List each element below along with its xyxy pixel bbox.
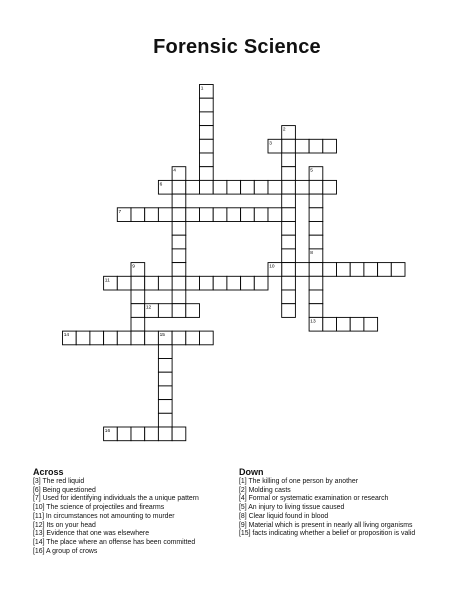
clue-down-8: [8] Clear liquid found in blood [239, 512, 329, 520]
grid-cell[interactable] [309, 263, 323, 277]
clue-across-14: [14] The place where an offense has been committed [33, 538, 196, 546]
grid-cell[interactable] [323, 317, 337, 331]
grid-cell[interactable] [131, 304, 145, 318]
grid-cell[interactable] [131, 290, 145, 304]
grid-cell[interactable] [131, 276, 145, 290]
grid-cell[interactable] [172, 235, 186, 249]
grid-cell[interactable] [378, 263, 392, 277]
puzzle-title: Forensic Science [153, 36, 321, 58]
grid-cell[interactable] [117, 427, 131, 441]
clue-down-9: [9] Material which is present in nearly all living organisms [239, 521, 413, 529]
grid-cell[interactable] [131, 427, 145, 441]
grid-cell[interactable] [200, 98, 214, 112]
grid-cell[interactable] [241, 208, 255, 222]
grid-cell[interactable] [131, 331, 145, 345]
grid-cell[interactable] [158, 400, 172, 414]
clue-down-5: [5] An injury to living tissue caused [239, 504, 345, 512]
grid-cell[interactable] [282, 139, 296, 153]
grid-cell[interactable] [172, 276, 186, 290]
grid-cell[interactable] [186, 208, 200, 222]
grid-cell[interactable] [158, 427, 172, 441]
clue-across-12: [12] Its on your head [33, 521, 96, 529]
grid-cell[interactable] [227, 276, 241, 290]
grid-cell[interactable] [172, 263, 186, 277]
grid-cell[interactable] [172, 222, 186, 236]
grid-cell[interactable] [131, 317, 145, 331]
clue-across-16: [16] A group of crows [33, 547, 98, 555]
clue-number: 3 [269, 141, 272, 147]
grid-cell[interactable] [337, 317, 351, 331]
grid-cell[interactable] [241, 276, 255, 290]
clue-across-7: [7] Used for identifying individuals the a unique pattern [33, 495, 199, 503]
grid-cell[interactable] [268, 208, 282, 222]
grid-cell[interactable] [295, 139, 309, 153]
grid-cell[interactable] [172, 427, 186, 441]
clue-number: 4 [173, 168, 176, 174]
clue-number: 14 [63, 333, 70, 339]
grid-cell[interactable] [200, 153, 214, 167]
grid-cell[interactable] [200, 208, 214, 222]
clue-down-1: [1] The killing of one person by another [239, 478, 359, 485]
grid-cell[interactable] [282, 208, 296, 222]
grid-cell[interactable] [172, 331, 186, 345]
grid-cell[interactable] [282, 249, 296, 263]
grid-cell[interactable] [200, 276, 214, 290]
grid-cell[interactable] [172, 180, 186, 194]
grid-cell[interactable] [282, 167, 296, 181]
grid-cell[interactable] [117, 276, 131, 290]
grid-cell[interactable] [282, 194, 296, 208]
clue-across-13: [13] Evidence that one was elsewhere [33, 530, 150, 538]
grid-cell[interactable] [282, 276, 296, 290]
clue-across-11: [11] In circumstances not amounting to murder [33, 512, 175, 520]
grid-cell[interactable] [309, 290, 323, 304]
clue-number: 8 [310, 250, 313, 256]
grid-cell[interactable] [227, 208, 241, 222]
grid-cell[interactable] [158, 372, 172, 386]
grid-cell[interactable] [145, 208, 159, 222]
clue-number: 7 [118, 209, 122, 215]
grid-cell[interactable] [282, 263, 296, 277]
down-clues [239, 467, 449, 539]
grid-cell[interactable] [309, 208, 323, 222]
grid-cell[interactable] [309, 194, 323, 208]
grid-cell[interactable] [186, 276, 200, 290]
clue-number: 6 [159, 182, 163, 188]
grid-cell[interactable] [254, 208, 268, 222]
clue-across-6: [6] Being questioned [33, 486, 96, 494]
grid-cell[interactable] [172, 249, 186, 263]
grid-cell[interactable] [282, 153, 296, 167]
grid-cell[interactable] [391, 263, 405, 277]
grid-cell[interactable] [131, 208, 145, 222]
grid-cell[interactable] [200, 112, 214, 126]
grid-cell[interactable] [337, 263, 351, 277]
grid-cell[interactable] [254, 276, 268, 290]
clue-down-2: [2] Molding casts [239, 486, 291, 494]
clue-across-3: [3] The red liquid [33, 478, 85, 485]
clue-number: 12 [145, 305, 152, 311]
grid-cell[interactable] [145, 427, 159, 441]
grid-cell[interactable] [227, 180, 241, 194]
grid-cell[interactable] [145, 331, 159, 345]
clue-number: 11 [104, 278, 110, 284]
grid-cell[interactable] [323, 263, 337, 277]
grid-cell[interactable] [282, 180, 296, 194]
grid-cell[interactable] [200, 180, 214, 194]
grid-cell[interactable] [186, 304, 200, 318]
grid-cell[interactable] [158, 345, 172, 359]
grid-cell[interactable] [350, 263, 364, 277]
clue-down-4: [4] Formal or systematic examination or research [239, 495, 389, 503]
grid-cell[interactable] [364, 263, 378, 277]
across-heading: Across [33, 467, 64, 477]
grid-cell[interactable] [364, 317, 378, 331]
grid-cell[interactable] [309, 235, 323, 249]
grid-cell[interactable] [254, 180, 268, 194]
grid-cell[interactable] [172, 304, 186, 318]
grid-cell[interactable] [172, 290, 186, 304]
clue-number: 15 [159, 333, 165, 339]
clue-number: 2 [282, 127, 286, 133]
grid-cell[interactable] [158, 386, 172, 400]
grid-cell[interactable] [158, 413, 172, 427]
grid-cell[interactable] [213, 180, 227, 194]
clue-number: 13 [310, 319, 316, 325]
grid-cell[interactable] [200, 167, 214, 181]
clue-down-15: [15] facts indicating whether a belief or proposition is valid [239, 530, 416, 538]
clue-number: 1 [200, 86, 204, 92]
grid-cell[interactable] [323, 139, 337, 153]
grid-cell[interactable] [295, 263, 309, 277]
grid-cell[interactable] [350, 317, 364, 331]
grid-cell[interactable] [158, 276, 172, 290]
grid-cell[interactable] [76, 331, 90, 345]
grid-cell[interactable] [282, 304, 296, 318]
grid-cell[interactable] [309, 139, 323, 153]
grid-cell[interactable] [172, 208, 186, 222]
grid-cell[interactable] [200, 126, 214, 140]
grid-cell[interactable] [323, 180, 337, 194]
grid-cell[interactable] [282, 290, 296, 304]
clue-number: 5 [310, 168, 313, 174]
grid-cell[interactable] [145, 276, 159, 290]
grid-cell[interactable] [295, 180, 309, 194]
grid-cell[interactable] [104, 331, 118, 345]
clue-across-10: [10] The science of projectiles and firearms [33, 504, 165, 512]
grid-cell[interactable] [90, 331, 104, 345]
grid-cell[interactable] [241, 180, 255, 194]
grid-cell[interactable] [158, 304, 172, 318]
grid-cell[interactable] [200, 331, 214, 345]
grid-cell[interactable] [186, 331, 200, 345]
grid-cell[interactable] [200, 139, 214, 153]
clue-number: 10 [269, 264, 275, 270]
grid-cell[interactable] [117, 331, 131, 345]
clue-number: 16 [104, 429, 111, 434]
grid-cell[interactable] [186, 180, 200, 194]
clue-number: 9 [132, 264, 135, 270]
grid-cell[interactable] [268, 180, 282, 194]
grid-cell[interactable] [282, 235, 296, 249]
grid-cell[interactable] [309, 222, 323, 236]
across-clues [33, 467, 233, 556]
down-heading: Down [239, 467, 264, 477]
grid-cell[interactable] [282, 222, 296, 236]
grid-cell[interactable] [309, 304, 323, 318]
grid-cell[interactable] [158, 208, 172, 222]
grid-cell[interactable] [213, 276, 227, 290]
grid-cell[interactable] [309, 180, 323, 194]
grid-cell[interactable] [158, 359, 172, 373]
grid-cell[interactable] [309, 276, 323, 290]
grid-cell[interactable] [213, 208, 227, 222]
grid-cell[interactable] [172, 194, 186, 208]
